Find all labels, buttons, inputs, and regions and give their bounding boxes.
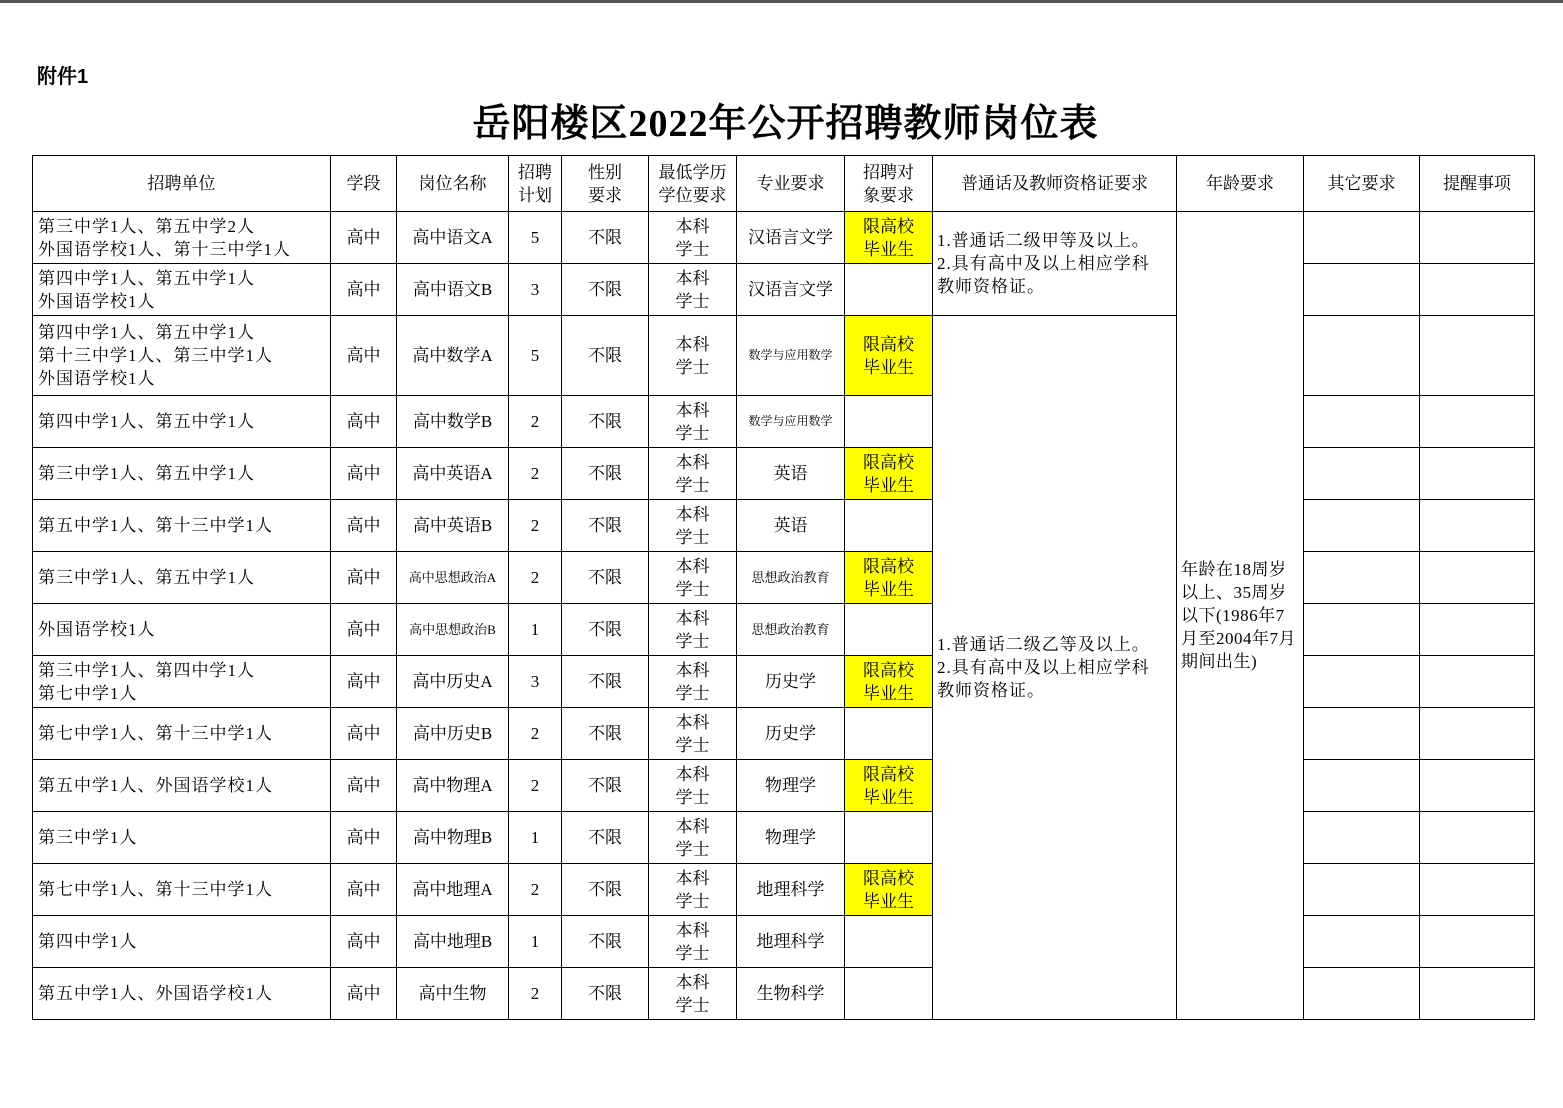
degree-cell: 本科 学士 — [649, 760, 737, 812]
header-stage: 学段 — [331, 156, 397, 212]
major-cell: 物理学 — [737, 812, 845, 864]
stage-cell: 高中 — [331, 916, 397, 968]
gender-cell: 不限 — [562, 212, 649, 264]
degree-cell: 本科 学士 — [649, 396, 737, 448]
degree-cell: 本科 学士 — [649, 864, 737, 916]
degree-cell: 本科 学士 — [649, 316, 737, 396]
page-title: 岳阳楼区2022年公开招聘教师岗位表 — [472, 103, 1099, 145]
table-row — [33, 316, 1535, 396]
target-cell — [845, 916, 933, 968]
unit-cell: 第三中学1人 — [33, 812, 331, 864]
target-cell: 限高校 毕业生 — [845, 448, 933, 500]
plan-cell: 3 — [509, 264, 562, 316]
reminder-cell — [1420, 264, 1535, 316]
header-unit: 招聘单位 — [33, 156, 331, 212]
table-row — [33, 812, 1535, 864]
unit-cell: 第四中学1人、第五中学1人 外国语学校1人 — [33, 264, 331, 316]
target-cell — [845, 604, 933, 656]
target-cell: 限高校 毕业生 — [845, 212, 933, 264]
major-cell: 历史学 — [737, 708, 845, 760]
gender-cell: 不限 — [562, 604, 649, 656]
gender-cell: 不限 — [562, 708, 649, 760]
other-cell — [1304, 916, 1420, 968]
plan-cell: 2 — [509, 708, 562, 760]
reminder-cell — [1420, 604, 1535, 656]
table-row — [33, 864, 1535, 916]
target-cell: 限高校 毕业生 — [845, 552, 933, 604]
other-cell — [1304, 212, 1420, 264]
table-row — [33, 500, 1535, 552]
other-cell — [1304, 448, 1420, 500]
gender-cell: 不限 — [562, 500, 649, 552]
degree-cell: 本科 学士 — [649, 552, 737, 604]
major-cell: 生物科学 — [737, 968, 845, 1020]
major-cell: 地理科学 — [737, 916, 845, 968]
stage-cell: 高中 — [331, 864, 397, 916]
age-requirement: 年龄在18周岁 以上、35周岁 以下(1986年7 月至2004年7月 期间出生) — [1177, 212, 1304, 1020]
unit-cell: 外国语学校1人 — [33, 604, 331, 656]
gender-cell: 不限 — [562, 916, 649, 968]
other-cell — [1304, 552, 1420, 604]
header-target: 招聘对 象要求 — [845, 156, 933, 212]
positions-table — [32, 155, 1535, 1020]
gender-cell: 不限 — [562, 864, 649, 916]
other-cell — [1304, 264, 1420, 316]
major-cell: 英语 — [737, 448, 845, 500]
major-cell: 地理科学 — [737, 864, 845, 916]
plan-cell: 2 — [509, 396, 562, 448]
reminder-cell — [1420, 708, 1535, 760]
plan-cell: 2 — [509, 864, 562, 916]
position-cell: 高中语文A — [397, 212, 509, 264]
table-row — [33, 396, 1535, 448]
plan-cell: 1 — [509, 812, 562, 864]
stage-cell: 高中 — [331, 656, 397, 708]
other-cell — [1304, 316, 1420, 396]
reminder-cell — [1420, 916, 1535, 968]
plan-cell: 5 — [509, 316, 562, 396]
reminder-cell — [1420, 552, 1535, 604]
stage-cell: 高中 — [331, 500, 397, 552]
cert-requirement-a: 1.普通话二级甲等及以上。 2.具有高中及以上相应学科 教师资格证。 — [933, 212, 1177, 316]
reminder-cell — [1420, 656, 1535, 708]
position-cell: 高中生物 — [397, 968, 509, 1020]
unit-cell: 第五中学1人、外国语学校1人 — [33, 968, 331, 1020]
header-degree: 最低学历 学位要求 — [649, 156, 737, 212]
table-row — [33, 448, 1535, 500]
major-cell: 思想政治教育 — [737, 604, 845, 656]
position-cell: 高中历史B — [397, 708, 509, 760]
plan-cell: 2 — [509, 968, 562, 1020]
plan-cell: 2 — [509, 760, 562, 812]
reminder-cell — [1420, 500, 1535, 552]
degree-cell: 本科 学士 — [649, 500, 737, 552]
gender-cell: 不限 — [562, 656, 649, 708]
position-cell: 高中数学B — [397, 396, 509, 448]
target-cell — [845, 968, 933, 1020]
target-cell — [845, 500, 933, 552]
header-cert: 普通话及教师资格证要求 — [933, 156, 1177, 212]
header-other: 其它要求 — [1304, 156, 1420, 212]
major-cell: 数学与应用数学 — [737, 396, 845, 448]
stage-cell: 高中 — [331, 812, 397, 864]
other-cell — [1304, 396, 1420, 448]
other-cell — [1304, 656, 1420, 708]
major-cell: 数学与应用数学 — [737, 316, 845, 396]
position-cell: 高中英语A — [397, 448, 509, 500]
gender-cell: 不限 — [562, 760, 649, 812]
header-age: 年龄要求 — [1177, 156, 1304, 212]
reminder-cell — [1420, 448, 1535, 500]
table-row — [33, 604, 1535, 656]
other-cell — [1304, 604, 1420, 656]
position-cell: 高中英语B — [397, 500, 509, 552]
attachment-label: 附件1 — [37, 66, 89, 88]
unit-cell: 第三中学1人、第五中学1人 — [33, 448, 331, 500]
target-cell — [845, 264, 933, 316]
unit-cell: 第五中学1人、外国语学校1人 — [33, 760, 331, 812]
stage-cell: 高中 — [331, 212, 397, 264]
reminder-cell — [1420, 396, 1535, 448]
unit-cell: 第四中学1人、第五中学1人 — [33, 396, 331, 448]
plan-cell: 1 — [509, 604, 562, 656]
gender-cell: 不限 — [562, 264, 649, 316]
plan-cell: 2 — [509, 448, 562, 500]
table-row — [33, 916, 1535, 968]
reminder-cell — [1420, 968, 1535, 1020]
other-cell — [1304, 864, 1420, 916]
position-cell: 高中语文B — [397, 264, 509, 316]
unit-cell: 第五中学1人、第十三中学1人 — [33, 500, 331, 552]
stage-cell: 高中 — [331, 396, 397, 448]
major-cell: 汉语言文学 — [737, 264, 845, 316]
position-cell: 高中地理B — [397, 916, 509, 968]
table-row — [33, 760, 1535, 812]
stage-cell: 高中 — [331, 760, 397, 812]
reminder-cell — [1420, 316, 1535, 396]
table-row — [33, 708, 1535, 760]
plan-cell: 1 — [509, 916, 562, 968]
target-cell — [845, 708, 933, 760]
target-cell: 限高校 毕业生 — [845, 864, 933, 916]
unit-cell: 第七中学1人、第十三中学1人 — [33, 708, 331, 760]
major-cell: 历史学 — [737, 656, 845, 708]
stage-cell: 高中 — [331, 448, 397, 500]
table-row — [33, 968, 1535, 1020]
table-row — [33, 552, 1535, 604]
other-cell — [1304, 968, 1420, 1020]
gender-cell: 不限 — [562, 812, 649, 864]
major-cell: 思想政治教育 — [737, 552, 845, 604]
plan-cell: 3 — [509, 656, 562, 708]
reminder-cell — [1420, 760, 1535, 812]
other-cell — [1304, 760, 1420, 812]
gender-cell: 不限 — [562, 316, 649, 396]
other-cell — [1304, 500, 1420, 552]
position-cell: 高中思想政治B — [397, 604, 509, 656]
reminder-cell — [1420, 864, 1535, 916]
position-cell: 高中历史A — [397, 656, 509, 708]
gender-cell: 不限 — [562, 396, 649, 448]
stage-cell: 高中 — [331, 264, 397, 316]
degree-cell: 本科 学士 — [649, 604, 737, 656]
unit-cell: 第七中学1人、第十三中学1人 — [33, 864, 331, 916]
header-position: 岗位名称 — [397, 156, 509, 212]
table-row — [33, 212, 1535, 264]
gender-cell: 不限 — [562, 448, 649, 500]
degree-cell: 本科 学士 — [649, 212, 737, 264]
header-gender: 性别 要求 — [562, 156, 649, 212]
degree-cell: 本科 学士 — [649, 708, 737, 760]
major-cell: 英语 — [737, 500, 845, 552]
stage-cell: 高中 — [331, 708, 397, 760]
degree-cell: 本科 学士 — [649, 264, 737, 316]
plan-cell: 2 — [509, 552, 562, 604]
gender-cell: 不限 — [562, 552, 649, 604]
position-cell: 高中物理B — [397, 812, 509, 864]
degree-cell: 本科 学士 — [649, 656, 737, 708]
plan-cell: 5 — [509, 212, 562, 264]
position-cell: 高中思想政治A — [397, 552, 509, 604]
reminder-cell — [1420, 212, 1535, 264]
target-cell: 限高校 毕业生 — [845, 316, 933, 396]
unit-cell: 第三中学1人、第五中学2人 外国语学校1人、第十三中学1人 — [33, 212, 331, 264]
degree-cell: 本科 学士 — [649, 448, 737, 500]
major-cell: 物理学 — [737, 760, 845, 812]
stage-cell: 高中 — [331, 316, 397, 396]
table-row — [33, 656, 1535, 708]
top-border-line — [0, 0, 1563, 3]
target-cell: 限高校 毕业生 — [845, 656, 933, 708]
reminder-cell — [1420, 812, 1535, 864]
table-row — [33, 264, 1535, 316]
degree-cell: 本科 学士 — [649, 916, 737, 968]
header-plan: 招聘 计划 — [509, 156, 562, 212]
major-cell: 汉语言文学 — [737, 212, 845, 264]
unit-cell: 第三中学1人、第五中学1人 — [33, 552, 331, 604]
other-cell — [1304, 708, 1420, 760]
gender-cell: 不限 — [562, 968, 649, 1020]
header-major: 专业要求 — [737, 156, 845, 212]
position-cell: 高中数学A — [397, 316, 509, 396]
plan-cell: 2 — [509, 500, 562, 552]
unit-cell: 第四中学1人、第五中学1人 第十三中学1人、第三中学1人 外国语学校1人 — [33, 316, 331, 396]
unit-cell: 第四中学1人 — [33, 916, 331, 968]
degree-cell: 本科 学士 — [649, 812, 737, 864]
table-header-row — [33, 156, 1535, 212]
other-cell — [1304, 812, 1420, 864]
position-cell: 高中地理A — [397, 864, 509, 916]
target-cell — [845, 812, 933, 864]
stage-cell: 高中 — [331, 968, 397, 1020]
degree-cell: 本科 学士 — [649, 968, 737, 1020]
target-cell — [845, 396, 933, 448]
stage-cell: 高中 — [331, 604, 397, 656]
stage-cell: 高中 — [331, 552, 397, 604]
cert-requirement-b: 1.普通话二级乙等及以上。 2.具有高中及以上相应学科 教师资格证。 — [933, 316, 1177, 1020]
target-cell: 限高校 毕业生 — [845, 760, 933, 812]
unit-cell: 第三中学1人、第四中学1人 第七中学1人 — [33, 656, 331, 708]
position-cell: 高中物理A — [397, 760, 509, 812]
header-reminder: 提醒事项 — [1420, 156, 1535, 212]
